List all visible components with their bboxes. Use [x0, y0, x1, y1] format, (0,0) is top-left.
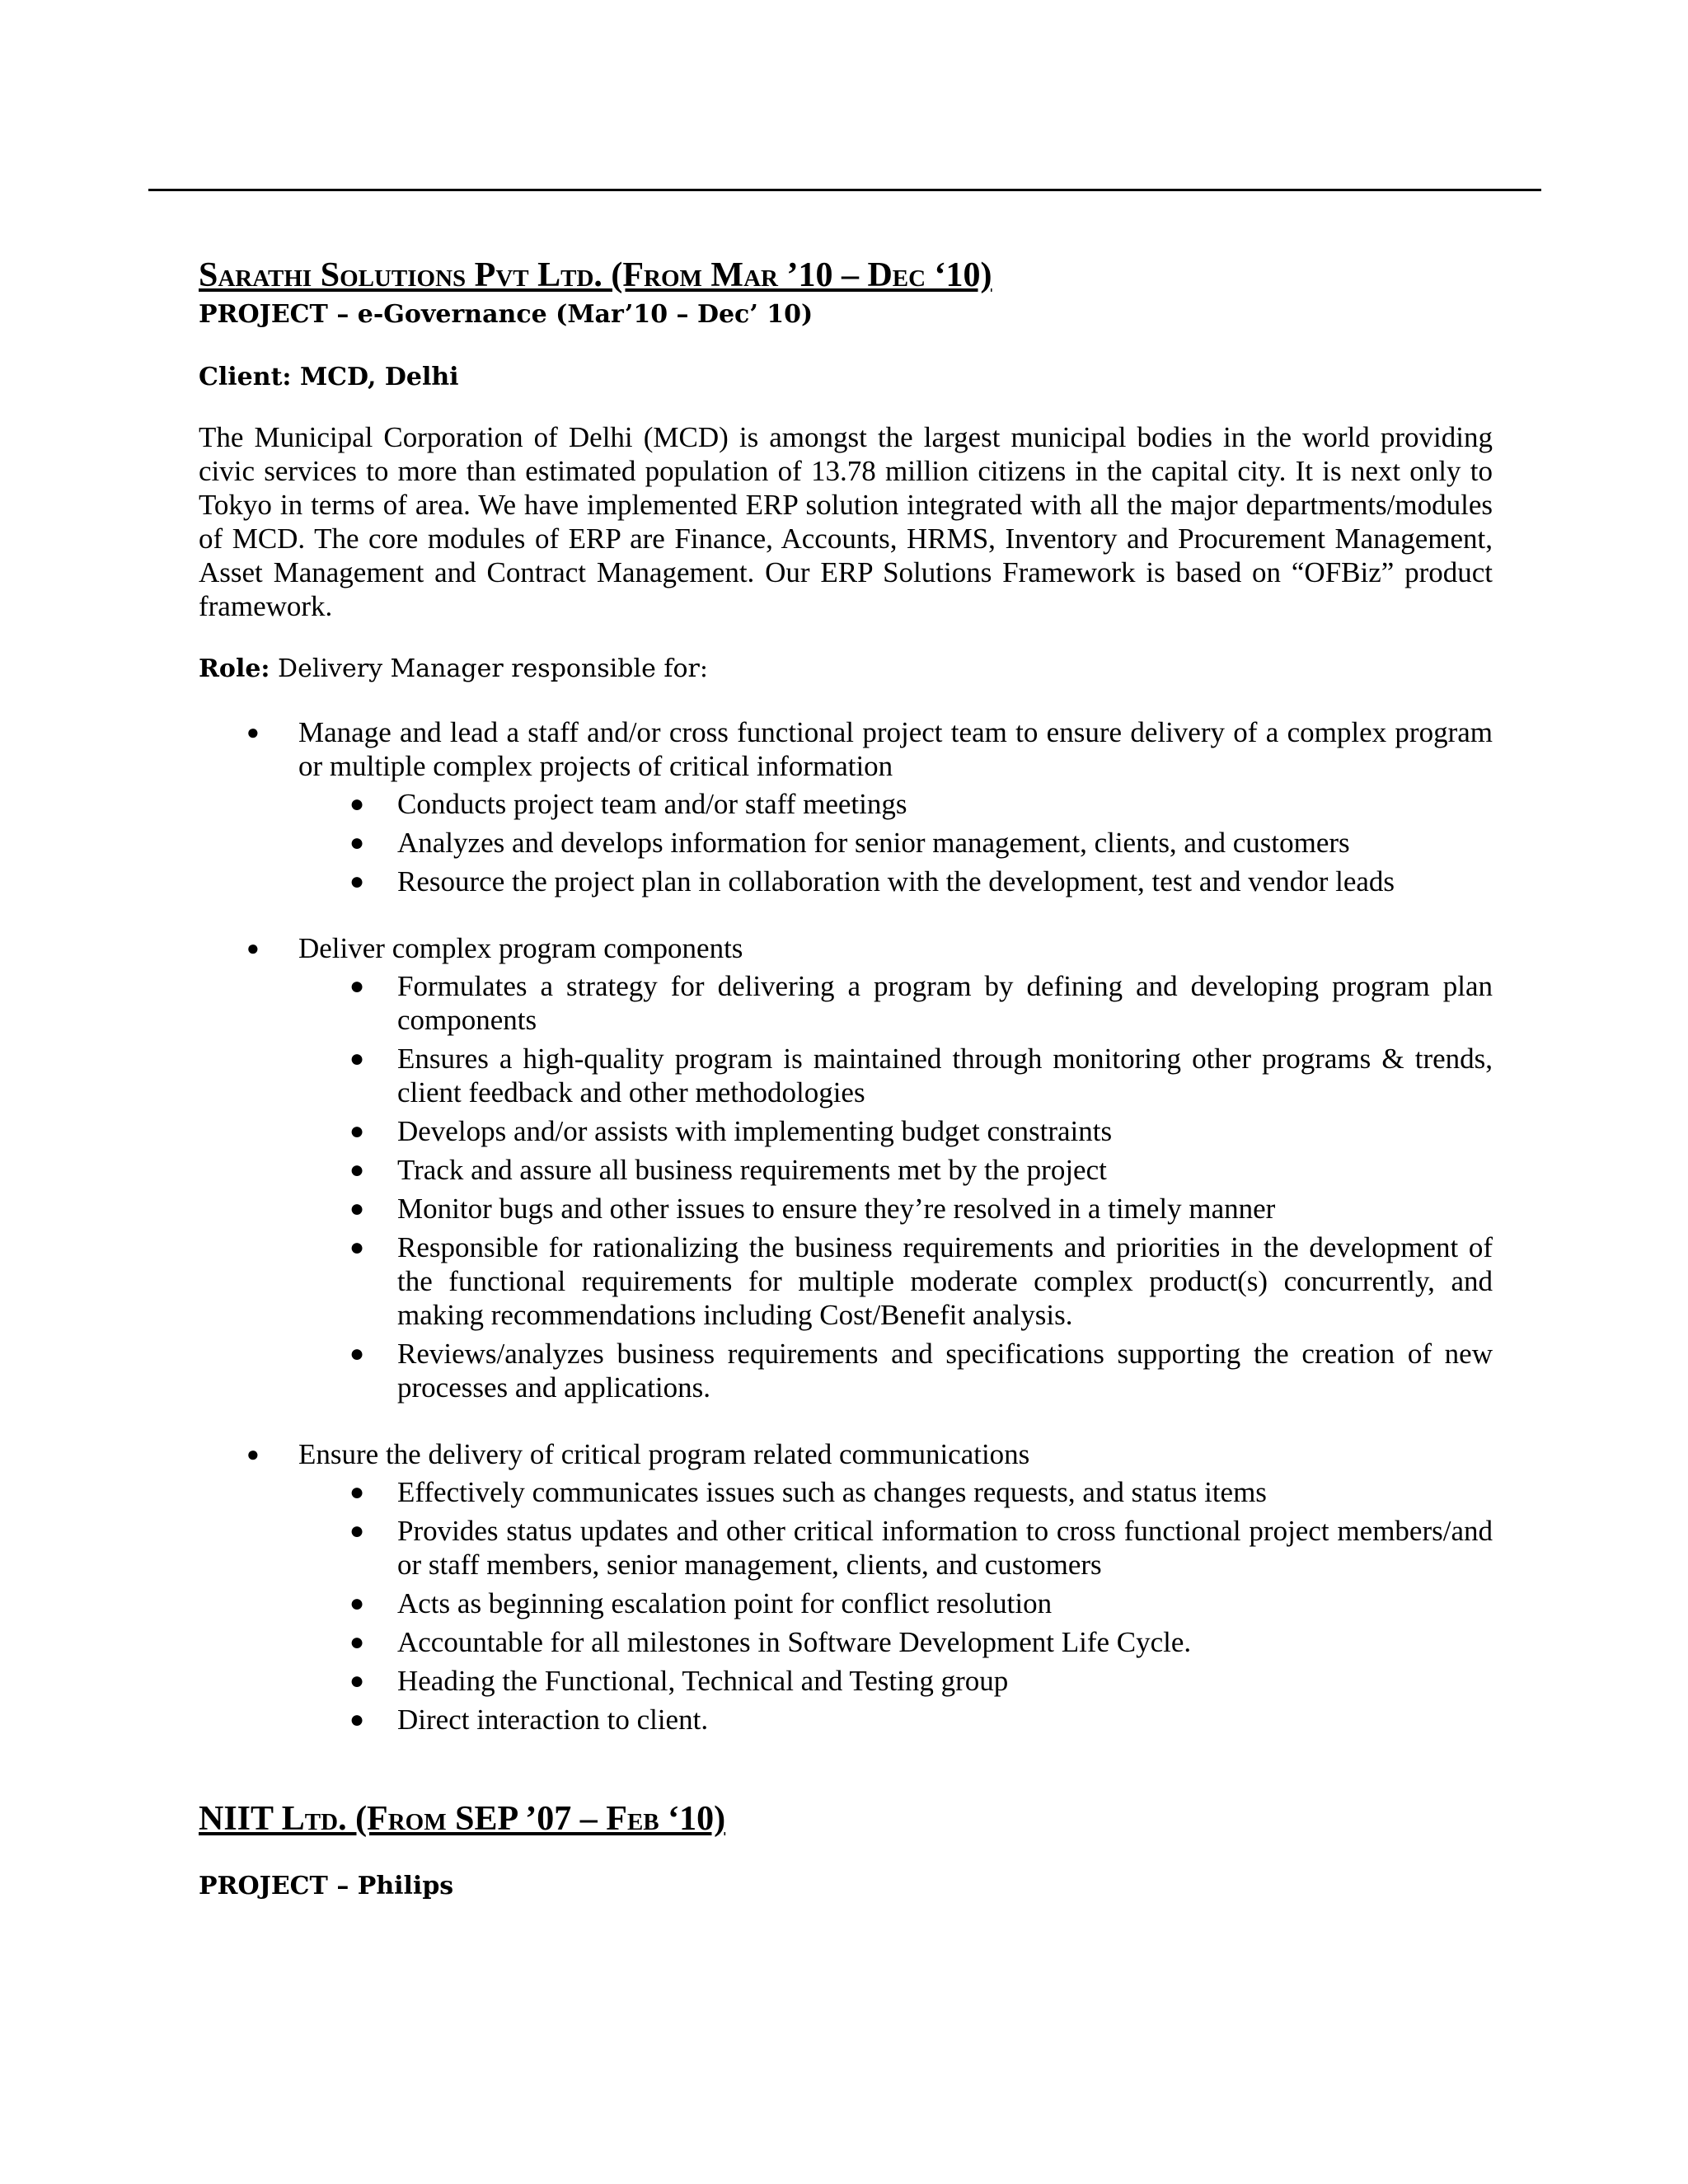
sub-responsibility-text: Resource the project plan in collaboration with the development, test and vendor leads	[397, 865, 1395, 898]
sub-responsibility-text: Provides status updates and other critical information to cross functional project members/and or staff members, senior management, clients, and customers	[397, 1515, 1493, 1581]
sub-responsibility-text: Acts as beginning escalation point for conflict resolution	[397, 1587, 1053, 1619]
sub-responsibility-item	[199, 787, 1493, 821]
sub-responsibility-item	[199, 865, 1493, 898]
project-title-egovernance: PROJECT – e-Governance (Mar’10 – Dec’ 10)	[199, 300, 814, 329]
bullet-icon: ●	[349, 1195, 365, 1222]
sub-responsibility-item	[199, 1042, 1493, 1109]
sub-responsibility-text: Conducts project team and/or staff meetings	[397, 788, 907, 820]
client-line: Client: MCD, Delhi	[199, 363, 459, 391]
bullet-icon: ●	[246, 936, 260, 960]
sub-responsibility-item	[199, 826, 1493, 860]
bullet-icon: ●	[349, 790, 365, 818]
bullet-icon: ●	[349, 868, 365, 895]
bullet-icon: ●	[349, 1479, 365, 1506]
sub-responsibilities-list	[298, 969, 1493, 1404]
sub-responsibility-item	[199, 1475, 1493, 1509]
sub-responsibility-text: Direct interaction to client.	[397, 1704, 709, 1736]
sub-responsibility-text: Formulates a strategy for delivering a program by defining and developing program plan components	[397, 970, 1493, 1036]
bullet-icon: ●	[349, 1118, 365, 1145]
bullet-icon: ●	[349, 1667, 365, 1694]
sub-responsibility-item	[199, 1153, 1493, 1187]
role-label: Role:	[199, 654, 270, 683]
responsibility-text: Deliver complex program components	[298, 932, 743, 964]
sub-responsibility-text: Ensures a high-quality program is maintained through monitoring other programs & trends, client feedback and other methodologies	[397, 1043, 1493, 1108]
bullet-icon: ●	[349, 1156, 365, 1183]
sub-responsibility-text: Monitor bugs and other issues to ensure they’re resolved in a timely manner	[397, 1193, 1276, 1225]
bullet-icon: ●	[349, 1629, 365, 1656]
sub-responsibility-item	[199, 1114, 1493, 1148]
company-heading-niit: NIIT Ltd. (From SEP ’07 – Feb ‘10)	[199, 1800, 726, 1838]
sub-responsibility-item	[199, 1337, 1493, 1404]
bullet-icon: ●	[349, 1706, 365, 1733]
sub-responsibility-item	[199, 1230, 1493, 1332]
bullet-icon: ●	[246, 720, 260, 744]
bullet-icon: ●	[349, 1517, 365, 1544]
bullet-icon: ●	[349, 1045, 365, 1072]
sub-responsibility-item	[199, 1586, 1493, 1620]
sub-responsibility-text: Heading the Functional, Technical and Testing group	[397, 1665, 1009, 1697]
role-text: Delivery Manager responsible for:	[270, 654, 708, 683]
sub-responsibilities-list	[298, 1475, 1493, 1736]
sub-responsibility-text: Develops and/or assists with implementing budget constraints	[397, 1115, 1113, 1147]
bullet-icon: ●	[349, 1340, 365, 1367]
bullet-icon: ●	[246, 1442, 260, 1466]
sub-responsibility-text: Responsible for rationalizing the business requirements and priorities in the development of the functional requirements for multiple moderate complex product(s) concurrently, and making recommendations including Cost/Benefit analysis.	[397, 1231, 1493, 1331]
company-heading-sarathi: Sarathi Solutions Pvt Ltd. (From Mar ’10 – Dec ‘10)	[199, 256, 992, 294]
resume-content	[199, 254, 1493, 1905]
bullet-icon: ●	[349, 1590, 365, 1617]
responsibility-item	[199, 715, 1493, 898]
responsibilities-list	[199, 715, 1493, 1736]
sub-responsibilities-list	[298, 787, 1493, 898]
role-line	[199, 651, 1493, 687]
project-description: The Municipal Corporation of Delhi (MCD) is amongst the largest municipal bodies in the world providing civic services to more than estimated population of 13.78 million citizens in the capital city. It is next only to Tokyo in terms of area. We have implemented ERP solution integrated with all the major departments/modules of MCD. The core modules of ERP are Finance, Accounts, HRMS, Inventory and Procurement Management, Asset Management and Contract Management. Our ERP Solutions Framework is based on “OFBiz” product framework.	[199, 421, 1493, 622]
responsibility-item	[199, 1437, 1493, 1736]
bullet-icon: ●	[349, 972, 365, 1000]
sub-responsibility-item	[199, 1625, 1493, 1659]
sub-responsibility-text: Accountable for all milestones in Software Development Life Cycle.	[397, 1626, 1192, 1658]
bullet-icon: ●	[349, 1234, 365, 1261]
responsibility-text: Manage and lead a staff and/or cross functional project team to ensure delivery of a complex program or multiple complex projects of critical information	[298, 716, 1493, 782]
sub-responsibility-text: Reviews/analyzes business requirements and specifications supporting the creation of new processes and applications.	[397, 1338, 1493, 1404]
responsibility-item	[199, 931, 1493, 1404]
sub-responsibility-text: Analyzes and develops information for senior management, clients, and customers	[397, 827, 1350, 859]
project-title-philips: PROJECT – Philips	[199, 1872, 454, 1900]
sub-responsibility-item	[199, 1192, 1493, 1226]
bullet-icon: ●	[349, 829, 365, 856]
responsibility-text: Ensure the delivery of critical program related communications	[298, 1438, 1030, 1470]
sub-responsibility-item	[199, 969, 1493, 1037]
sub-responsibility-text: Effectively communicates issues such as changes requests, and status items	[397, 1476, 1267, 1508]
sub-responsibility-item	[199, 1703, 1493, 1736]
top-horizontal-rule	[148, 189, 1541, 191]
sub-responsibility-item	[199, 1664, 1493, 1698]
sub-responsibility-item	[199, 1514, 1493, 1582]
sub-responsibility-text: Track and assure all business requirements met by the project	[397, 1154, 1107, 1186]
